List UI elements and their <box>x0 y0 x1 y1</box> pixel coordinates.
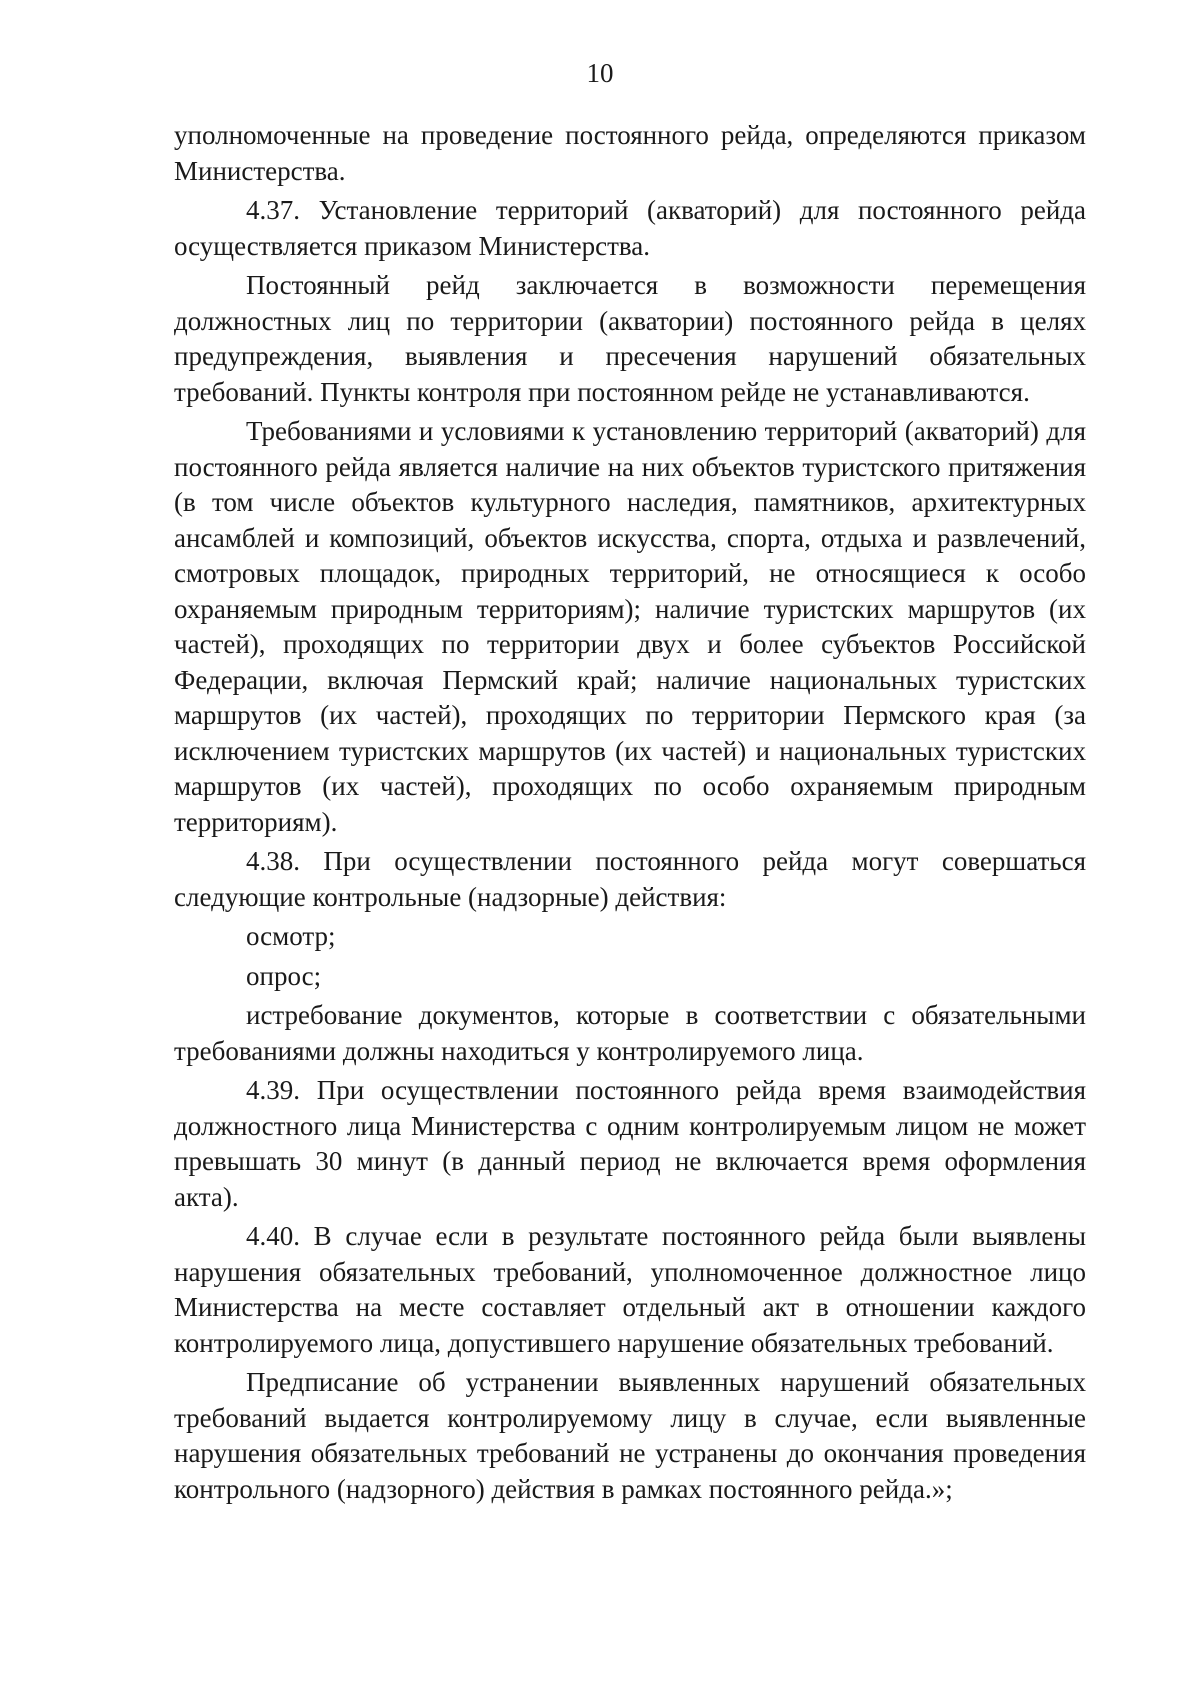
paragraph-4-38: 4.38. При осуществлении постоянного рейда могут совершаться следующие контрольные (надзорные) действия: <box>174 846 1086 912</box>
paragraph-prescription: Предписание об устранении выявленных нарушений обязательных требований выдается контролируемому лицу в случае, если выявленные нарушения обязательных требований не устранены до окончания проведения контрольного (надзорного) действия в рамках постоянного рейда.»; <box>174 1367 1086 1504</box>
paragraph-territory-requirements: Требованиями и условиями к установлению территорий (акваторий) для постоянного рейда является наличие на них объектов туристского притяжения (в том числе объектов культурного наследия, памятников, архитектурных ансамблей и композиций, объектов искусства, спорта, отдыха и развлечений, смотровых площадок, природных территорий, не относящиеся к особо охраняемым природным территориям); наличие туристских маршрутов (их частей), проходящих по территории двух и более субъектов Российской Федерации, включая Пермский край; наличие национальных туристских маршрутов (их частей), проходящих по территории Пермского края (за исключением туристских маршрутов (их частей) и национальных туристских маршрутов (их частей), проходящих по особо охраняемым природным территориям). <box>174 416 1086 837</box>
list-item-survey: опрос; <box>246 960 322 991</box>
paragraph-permanent-raid-definition: Постоянный рейд заключается в возможности перемещения должностных лиц по территории (акватории) постоянного рейда в целях предупреждения, выявления и пресечения нарушений обязательных требований. Пункты контроля при постоянном рейде не устанавливаются. <box>174 270 1086 407</box>
paragraph-4-39: 4.39. При осуществлении постоянного рейда время взаимодействия должностного лица Министерства с одним контролируемым лицом не может превышать 30 минут (в данный период не включается время оформления акта). <box>174 1075 1086 1212</box>
paragraph-continuation: уполномоченные на проведение постоянного рейда, определяются приказом Министерства. <box>174 120 1086 186</box>
list-item-inspection: осмотр; <box>246 921 336 951</box>
list-item-document-request: истребование документов, которые в соответствии с обязательными требованиями должны находиться у контролируемого лица. <box>174 1000 1086 1066</box>
page-number: 10 <box>586 58 614 88</box>
document-body <box>174 118 1086 1511</box>
paragraph-4-37: 4.37. Установление территорий (акваторий) для постоянного рейда осуществляется приказом Министерства. <box>174 195 1086 261</box>
paragraph-4-40: 4.40. В случае если в результате постоянного рейда были выявлены нарушения обязательных требований, уполномоченное должностное лицо Министерства на месте составляет отдельный акт в отношении каждого контролируемого лица, допустившего нарушение обязательных требований. <box>174 1221 1086 1358</box>
